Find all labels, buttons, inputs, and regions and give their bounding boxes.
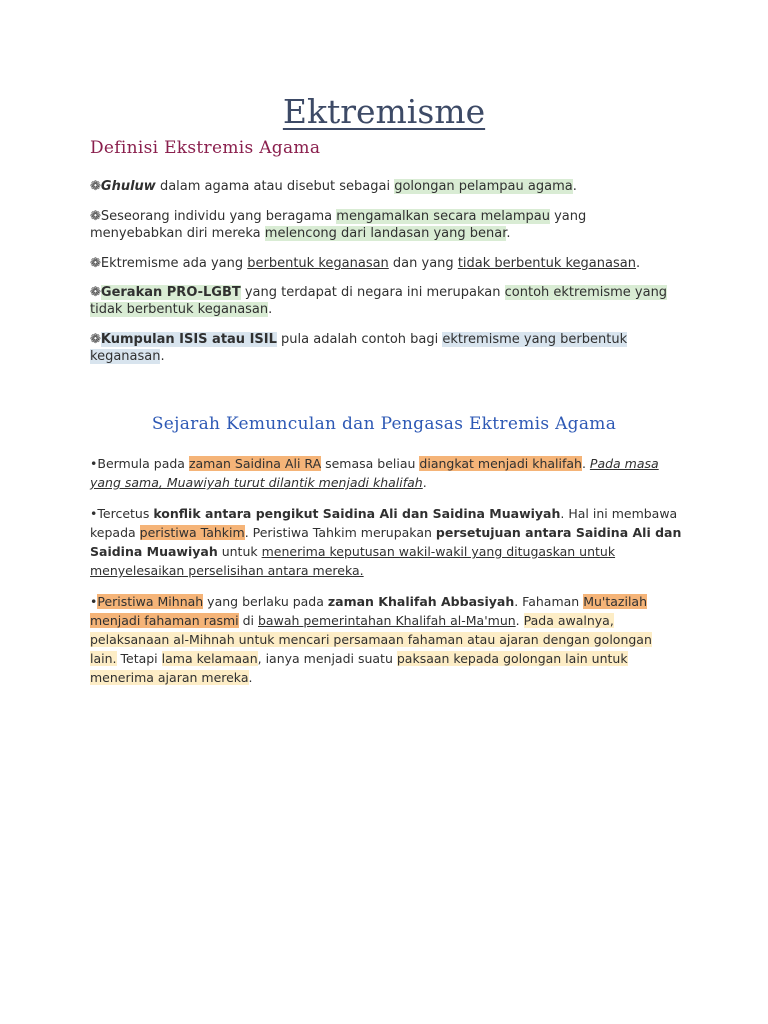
highlight-text: Peristiwa Mihnah <box>97 594 204 609</box>
definisi-paragraph-3: ❁Ektremisme ada yang berbentuk keganasan dan yang tidak berbentuk keganasan. <box>90 256 641 271</box>
highlight-text: peristiwa Tahkim <box>139 525 245 540</box>
highlight-text: contoh ektremisme yang tidak berbentuk keganasan <box>90 285 668 317</box>
bold-text: konflik antara pengikut Saidina Ali dan Saidina Muawiyah <box>153 506 561 521</box>
sejarah-paragraph-3: •Peristiwa Mihnah yang berlaku pada zaman Khalifah Abbasiyah. Fahaman Mu'tazilah menjadi fahaman rasmi di bawah pemerintahan Khalifah al-Ma'mun. Pada awalnya, pelaksanaan al-Mihnah untuk mencari persamaan fahaman atau ajaran dengan golongan lain. Tetapi lama kelamaan, ianya menjadi suatu paksaan kepada golongan lain untuk menerima ajaran mereka. <box>90 594 652 685</box>
highlight-text: diangkat menjadi khalifah <box>419 456 582 471</box>
flower-bullet-icon: ❁ <box>90 209 101 224</box>
flower-bullet-icon: ❁ <box>90 256 101 271</box>
underlined-text: bawah pemerintahan Khalifah al-Ma'mun <box>258 613 516 628</box>
highlight-text: Mu'tazilah menjadi fahaman rasmi <box>90 594 647 628</box>
bullet-icon: • <box>90 506 98 521</box>
term-ghuluw: Ghuluw <box>100 179 156 194</box>
highlight-text: Pada awalnya, pelaksanaan al-Mihnah untuk mencari persamaan fahaman atau ajaran dengan golongan lain. <box>90 613 652 666</box>
underlined-text: menerima keputusan wakil-wakil yang ditugaskan untuk menyelesaikan perselisihan antara mereka. <box>90 544 616 578</box>
bullet-icon: • <box>90 594 98 609</box>
underlined-text: berbentuk keganasan <box>247 256 389 271</box>
highlight-text: mengamalkan secara melampau <box>336 209 550 224</box>
flower-bullet-icon: ❁ <box>90 285 101 300</box>
section-heading-definisi: Definisi Ekstremis Agama <box>90 138 321 158</box>
bullet-icon: • <box>90 456 98 471</box>
underlined-text: tidak berbentuk keganasan <box>457 256 636 271</box>
flower-bullet-icon: ❁ <box>90 179 101 194</box>
underlined-text: Pada masa yang sama, Muawiyah turut dilantik menjadi khalifah <box>90 456 659 490</box>
page-title: Ektremisme <box>282 92 486 131</box>
bold-term: Kumpulan ISIS atau ISIL <box>100 332 277 347</box>
sejarah-paragraph-2: •Tercetus konflik antara pengikut Saidina Ali dan Saidina Muawiyah. Hal ini membawa kepada peristiwa Tahkim. Peristiwa Tahkim merupakan persetujuan antara Saidina Ali dan Saidina Muawiyah untuk menerima keputusan wakil-wakil yang ditugaskan untuk menyelesaikan perselisihan antara mereka. <box>90 506 682 578</box>
bold-text: zaman Khalifah Abbasiyah <box>327 594 515 609</box>
highlight-text: paksaan kepada golongan lain untuk menerima ajaran mereka <box>90 651 628 685</box>
highlight-text: lama kelamaan <box>161 651 258 666</box>
definisi-paragraph-2: ❁Seseorang individu yang beragama mengamalkan secara melampau yang menyebabkan diri mereka melencong dari landasan yang benar. <box>90 209 587 241</box>
definisi-paragraph-5: ❁Kumpulan ISIS atau ISIL pula adalah contoh bagi ektremisme yang berbentuk keganasan. <box>90 332 628 364</box>
definisi-paragraph-4: ❁Gerakan PRO-LGBT yang terdapat di negara ini merupakan contoh ektremisme yang tidak berbentuk keganasan. <box>90 285 668 317</box>
sejarah-paragraph-1: •Bermula pada zaman Saidina Ali RA semasa beliau diangkat menjadi khalifah. Pada masa yang sama, Muawiyah turut dilantik menjadi khalifah. <box>90 456 659 490</box>
highlight-text: zaman Saidina Ali RA <box>188 456 322 471</box>
highlight-text: ektremisme yang berbentuk keganasan <box>90 332 628 364</box>
highlight-text: melencong dari landasan yang benar <box>264 226 507 241</box>
bold-term: Gerakan PRO-LGBT <box>100 285 241 300</box>
definisi-paragraph-1: ❁Ghuluw dalam agama atau disebut sebagai golongan pelampau agama. <box>90 179 577 194</box>
section-heading-sejarah: Sejarah Kemunculan dan Pengasas Ektremis Agama <box>151 414 617 434</box>
bold-text: persetujuan antara Saidina Ali dan Saidina Muawiyah <box>90 525 682 559</box>
highlight-text: golongan pelampau agama <box>394 179 573 194</box>
flower-bullet-icon: ❁ <box>90 332 101 347</box>
